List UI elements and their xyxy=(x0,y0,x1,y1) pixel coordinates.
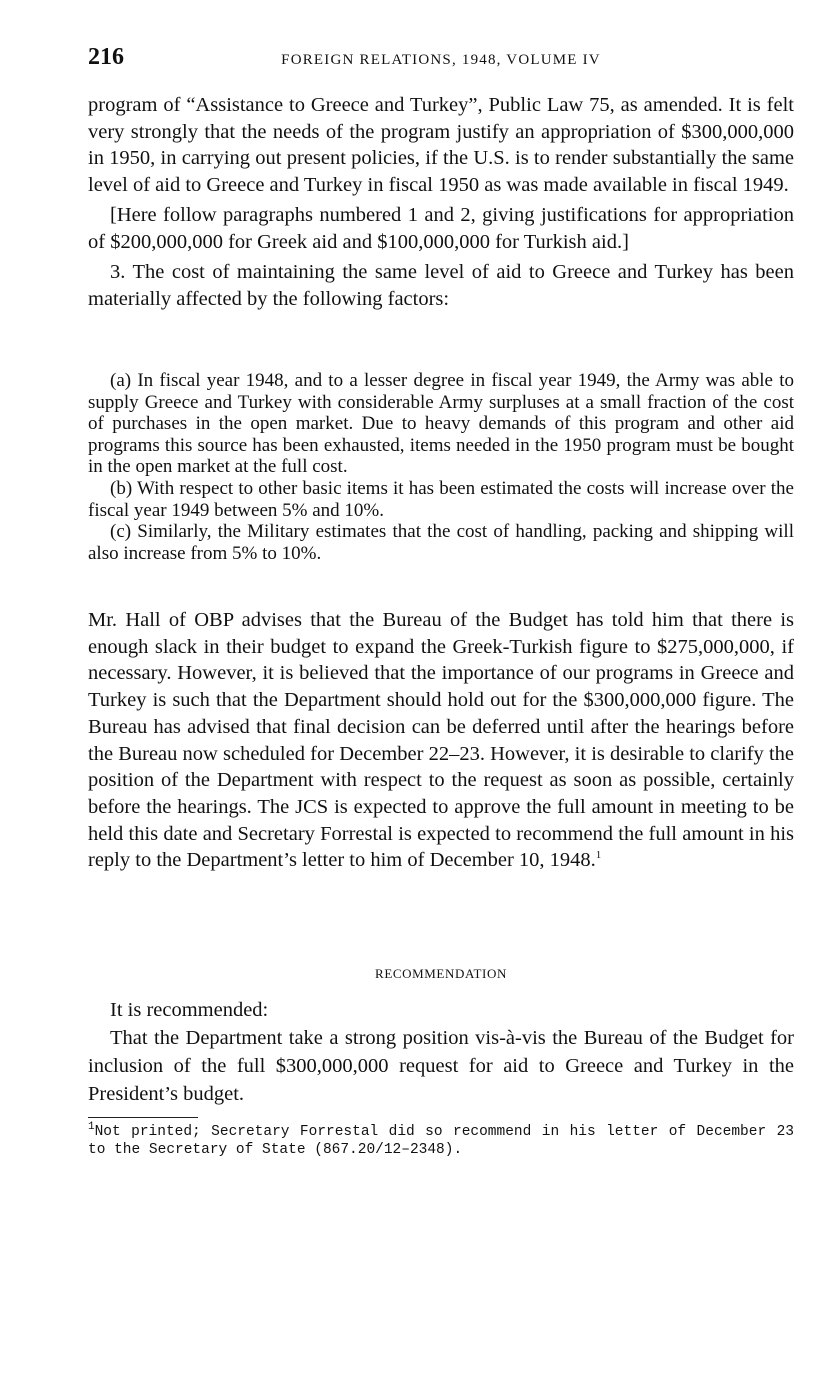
paragraph-hall xyxy=(88,607,794,874)
factor-b: (b) With respect to other basic items it has been estimated the costs will increase over the fiscal year 1949 between 5% and 10%. xyxy=(88,477,794,521)
recommendation-intro: It is recommended: xyxy=(110,999,269,1021)
footnote-reference: 1 xyxy=(595,849,602,862)
body-section-2 xyxy=(88,607,794,874)
factor-a: (a) In fiscal year 1948, and to a lesser degree in fiscal year 1949, the Army was able to supply Greece and Turkey with considerable Army surpluses at a small fraction of the cost of purchases in the open market. Due to heavy demands of this program and other aid programs this source has been exhausted, items needed in the 1950 program must be bought in the open market at the full cost. xyxy=(88,370,794,478)
paragraph-3: 3. The cost of maintaining the same level of aid to Greece and Turkey has been materially affected by the following factors: xyxy=(88,261,794,310)
running-title: FOREIGN RELATIONS, 1948, VOLUME IV xyxy=(281,52,601,68)
factors-list xyxy=(88,370,794,564)
footnote-rule xyxy=(88,1117,198,1118)
paragraph-continuation: program of “Assistance to Greece and Turkey”, Public Law 75, as amended. It is felt very strongly that the needs of the program justify an appropriation of $300,000,000 in 1950, in carrying out present policies, if the U.S. is to render substantially the same level of aid to Greece and Turkey in fiscal 1950 as was made available in fiscal 1949. xyxy=(88,94,794,196)
body-section-1 xyxy=(88,92,794,312)
editorial-note: [Here follow paragraphs numbered 1 and 2, giving justifications for appropriation of $200,000,000 for Greek aid and $100,000,000 for Turkish aid.] xyxy=(88,204,794,253)
footnote-marker: 1 xyxy=(88,1121,95,1134)
recommendation-section xyxy=(88,996,794,1108)
factor-c: (c) Similarly, the Military estimates that the cost of handling, packing and shipping will also increase from 5% to 10%. xyxy=(88,521,794,564)
footnote-text: Not printed; Secretary Forrestal did so recommend in his letter of December 23 to the Secretary of State (867.20/12–2348). xyxy=(88,1124,794,1158)
recommendation-heading: RECOMMENDATION xyxy=(375,966,507,981)
paragraph-hall-text: Mr. Hall of OBP advises that the Bureau of the Budget has told him that there is enough slack in their budget to expand the Greek-Turkish figure to $275,000,000, if necessary. However, it is believed that the importance of our programs in Greece and Turkey is such that the Department should hold out for the $300,000,000 figure. The Bureau has advised that final decision can be deferred until after the hearings before the Bureau now scheduled for December 22–23. However, it is desirable to clarify the position of the Department with respect to the request as soon as possible, certainly before the hearings. The JCS is expected to approve the full amount in meeting to be held this date and Secretary Forrestal is expected to recommend the full amount in his reply to the Department’s letter to him of December 10, 1948. xyxy=(88,609,794,872)
recommendation-text: That the Department take a strong position vis-à-vis the Bureau of the Budget for inclusion of the full $300,000,000 request for aid to Greece and Turkey in the President’s budget. xyxy=(88,1027,794,1105)
page-number: 216 xyxy=(88,44,124,70)
running-head xyxy=(88,44,794,74)
footnote xyxy=(88,1123,794,1159)
